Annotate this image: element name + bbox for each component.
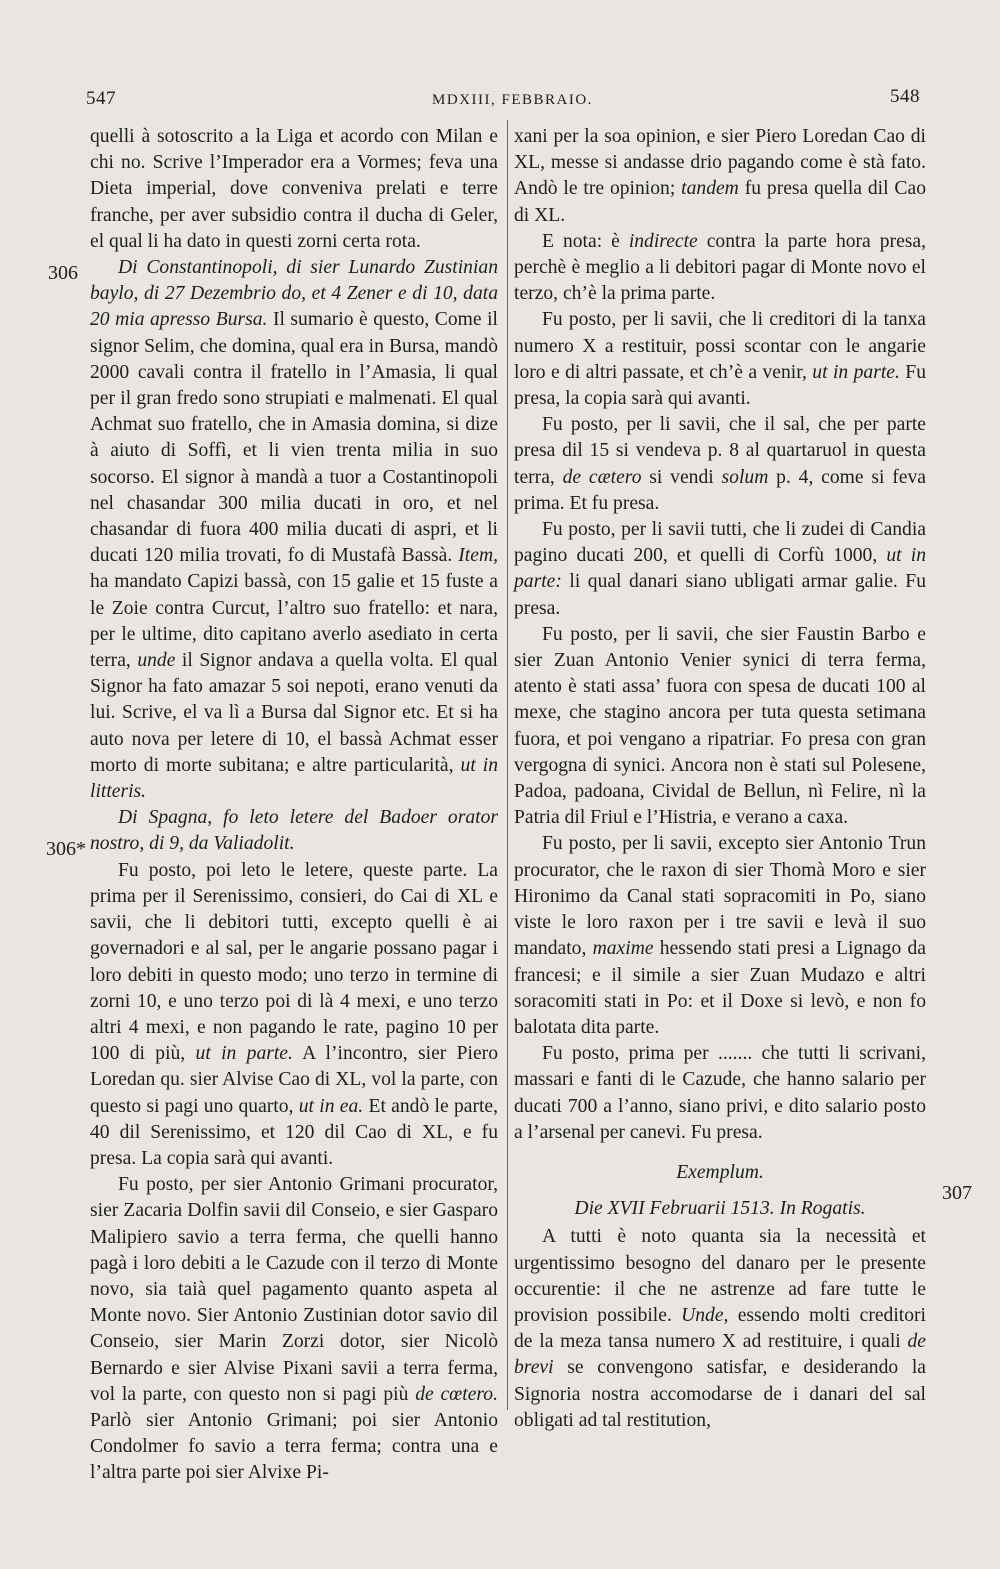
margin-note-306-star: 306* (46, 838, 86, 860)
decree-date-heading: Die XVII Februarii 1513. In Rogatis. (574, 1198, 866, 1220)
paragraph: Fu posto, per li savii tutti, che li zudei di Candia pagino ducati 200, et quelli di Corfù 1000, ut in parte: li qual danari siano ubligati armar galie. Fu presa. (514, 519, 926, 619)
column-divider (507, 120, 508, 1410)
dispatch-heading: Di Constantinopoli, di sier Lunardo Zustinian baylo, di 27 Dezembrio do, et 4 Zener e di 10, data 20 mia apresso Bursa. (90, 257, 498, 331)
right-column (514, 124, 926, 1434)
margin-note-307: 307 (942, 1182, 972, 1204)
exemplum-heading: Exemplum. (676, 1161, 764, 1183)
paragraph: Fu posto, per li savii, che li creditori di la tanxa numero X a restituir, possi scontar con le angarie loro e di altri passate, et ch’è a venir, ut in parte. Fu presa, la copia sarà qui avanti. (514, 309, 926, 410)
left-column (90, 124, 498, 1487)
right-page-number: 548 (890, 86, 920, 107)
paragraph: Fu posto, per sier Antonio Grimani procurator, sier Zacaria Dolfin savii dil Conseio, e sier Gasparo Malipiero savio a terra ferma, che quelli hanno pagà i loro debiti a le Cazude con il terzo di Monte novo, sia taià quel pagamento quanto aspeta al Monte novo. Sier Antonio Zustinian dotor savio dil Conseio, sier Marin Zorzi dotor, sier Nicolò Bernardo e sier Alvise Pixani savii a terra ferma, vol la parte, con questo non si pagi più de cœtero. Parlò sier Antonio Grimani; poi sier Antonio Condolmer fo savio a terra ferma; contra una e l’altra parte poi sier Alvixe Pi- (90, 1174, 498, 1484)
left-page-number: 547 (86, 88, 116, 109)
paragraph: Fu posto, poi leto le letere, queste parte. La prima per il Serenissimo, consieri, do Cai di XL e savii, che li debitori tutti, excepto quelli è ai governadori e al sal, per le angarie possano pagar i loro debiti in questo modo; uno terzo in termine di zorni 10, e uno terzo poi di là 4 mexi, e uno terzo altri 4 mexi, e non pagando le rate, pagino 10 per 100 di più, ut in parte. A l’incontro, sier Piero Loredan qu. sier Alvise Cao di XL, vol la parte, con questo si pagi uno quarto, ut in ea. Et andò le parte, 40 dil Serenissimo, et 120 dil Cao di XL, e fu presa. La copia sarà qui avanti. (90, 859, 499, 1169)
paragraph: Fu posto, per li savii, che il sal, che per parte presa dil 15 si vendeva p. 8 al quartaruol in questa terra, de cætero si vendi solum p. 4, come si feva prima. Et fu presa. (514, 414, 926, 514)
dispatch-heading: Di Spagna, fo leto letere del Badoer orator nostro, di 9, da Valiadolit. (90, 807, 498, 855)
paragraph: E nota: è indirecte contra la parte hora presa, perchè è meglio a li debitori pagar di Monte novo el terzo, ch’è la prima parte. (514, 230, 926, 305)
margin-note-306: 306 (48, 262, 78, 284)
paragraph: Fu posto, prima per ....... che tutti li scrivani, massari e fanti di le Cazude, che hanno salario per ducati 700 a l’anno, siano privi, e dito salario posto a l’arsenal per canevi. Fu presa. (514, 1043, 926, 1143)
paragraph: quelli à sotoscrito a la Liga et acordo con Milan e chi no. Scrive l’Imperador era a Vormes; feva una Dieta imperial, dove conveniva prelati e terre franche, per aver subsidio contra il ducha di Geler, el qual li ha dato in questi zorni certa rota. (90, 126, 498, 252)
paragraph: xani per la soa opinion, e sier Piero Loredan Cao di XL, messe si andasse drio pagando come è stà fato. Andò le tre opinion; tandem fu presa quella dil Cao di XL. (514, 126, 926, 226)
paragraph: Fu posto, per li savii, che sier Faustin Barbo e sier Zuan Antonio Venier synici di terra ferma, atento è stati assa’ fuora con spesa de ducati 100 al mexe, che stagino ancora per tuta questa setimana fuora, et poi vengano a ripatriar. Fo presa con gran vergogna di synici. Ancora non è stati sul Polesene, Padoa, padoana, Cividal de Bellun, nì Felire, nì la Patria dil Friul e l’Histria, e verano a caxa. (514, 623, 926, 829)
paragraph (90, 805, 498, 857)
running-title: MDXIII, FEBBRAIO. (432, 92, 593, 108)
paragraph: Di Constantinopoli, di sier Lunardo Zustinian baylo, di 27 Dezembrio do, et 4 Zener e di 10, data 20 mia apresso Bursa. Il sumario è questo, Come il signor Selim, che domina, qual era in Bursa, mandò 2000 cavali contra il fratello in l’Amasia, li qual per il gran fredo sono strupiati e malmenati. El qual Achmat suo fratello, che in Amasia domina, si dize à aiuto di Soffì, et li vien trenta milia in suo socorso. El signor à mandà a tuor a Costantinopoli nel chasandar 300 milia ducati in oro, et nel chasandar di fuora 400 milia ducati di aspri, et li ducati 120 milia trovati, fo di Mustafà Bassà. Item, ha mandato Capizi bassà, con 15 galie et 15 fuste a le Zoie contra Curcut, l’altro suo fratello: et nara, per le ultime, dito capitano averlo asediato in certa terra, unde il Signor andava a quella volta. El qual Signor ha fato amazar 5 soi nepoti, erano venuti da lui. Scrive, el va lì a Bursa dal Signor etc. Et si ha auto nova per letere di 10, el bassà Achmat esser morto di morte subitana; e altre particularità, ut in litteris. (90, 257, 498, 803)
paragraph: Fu posto, per li savii, excepto sier Antonio Trun procurator, che le raxon di sier Thomà Moro e sier Hironimo da Canal stati sopracomiti in Po, siano viste le loro raxon per i tre savii e levà il suo mandato, maxime hessendo stati presi a Lignago da francesi; e il simile a sier Zuan Mudazo e altri soracomiti stati in Po: et il Doxe si levò, e non fo balotata dita parte. (514, 833, 927, 1038)
paragraph: A tutti è noto quanta sia la necessità et urgentissimo besogno del danaro per le presente occurentie: il che ne astrenze ad fare tutte le provision possibile. Unde, essendo molti creditori de la meza tansa numero X ad restituire, i quali de brevi se convengono satisfar, e desiderando la Signoria nostra accomodarse de i danari del sal obligati ad tal restitution, (514, 1226, 926, 1431)
